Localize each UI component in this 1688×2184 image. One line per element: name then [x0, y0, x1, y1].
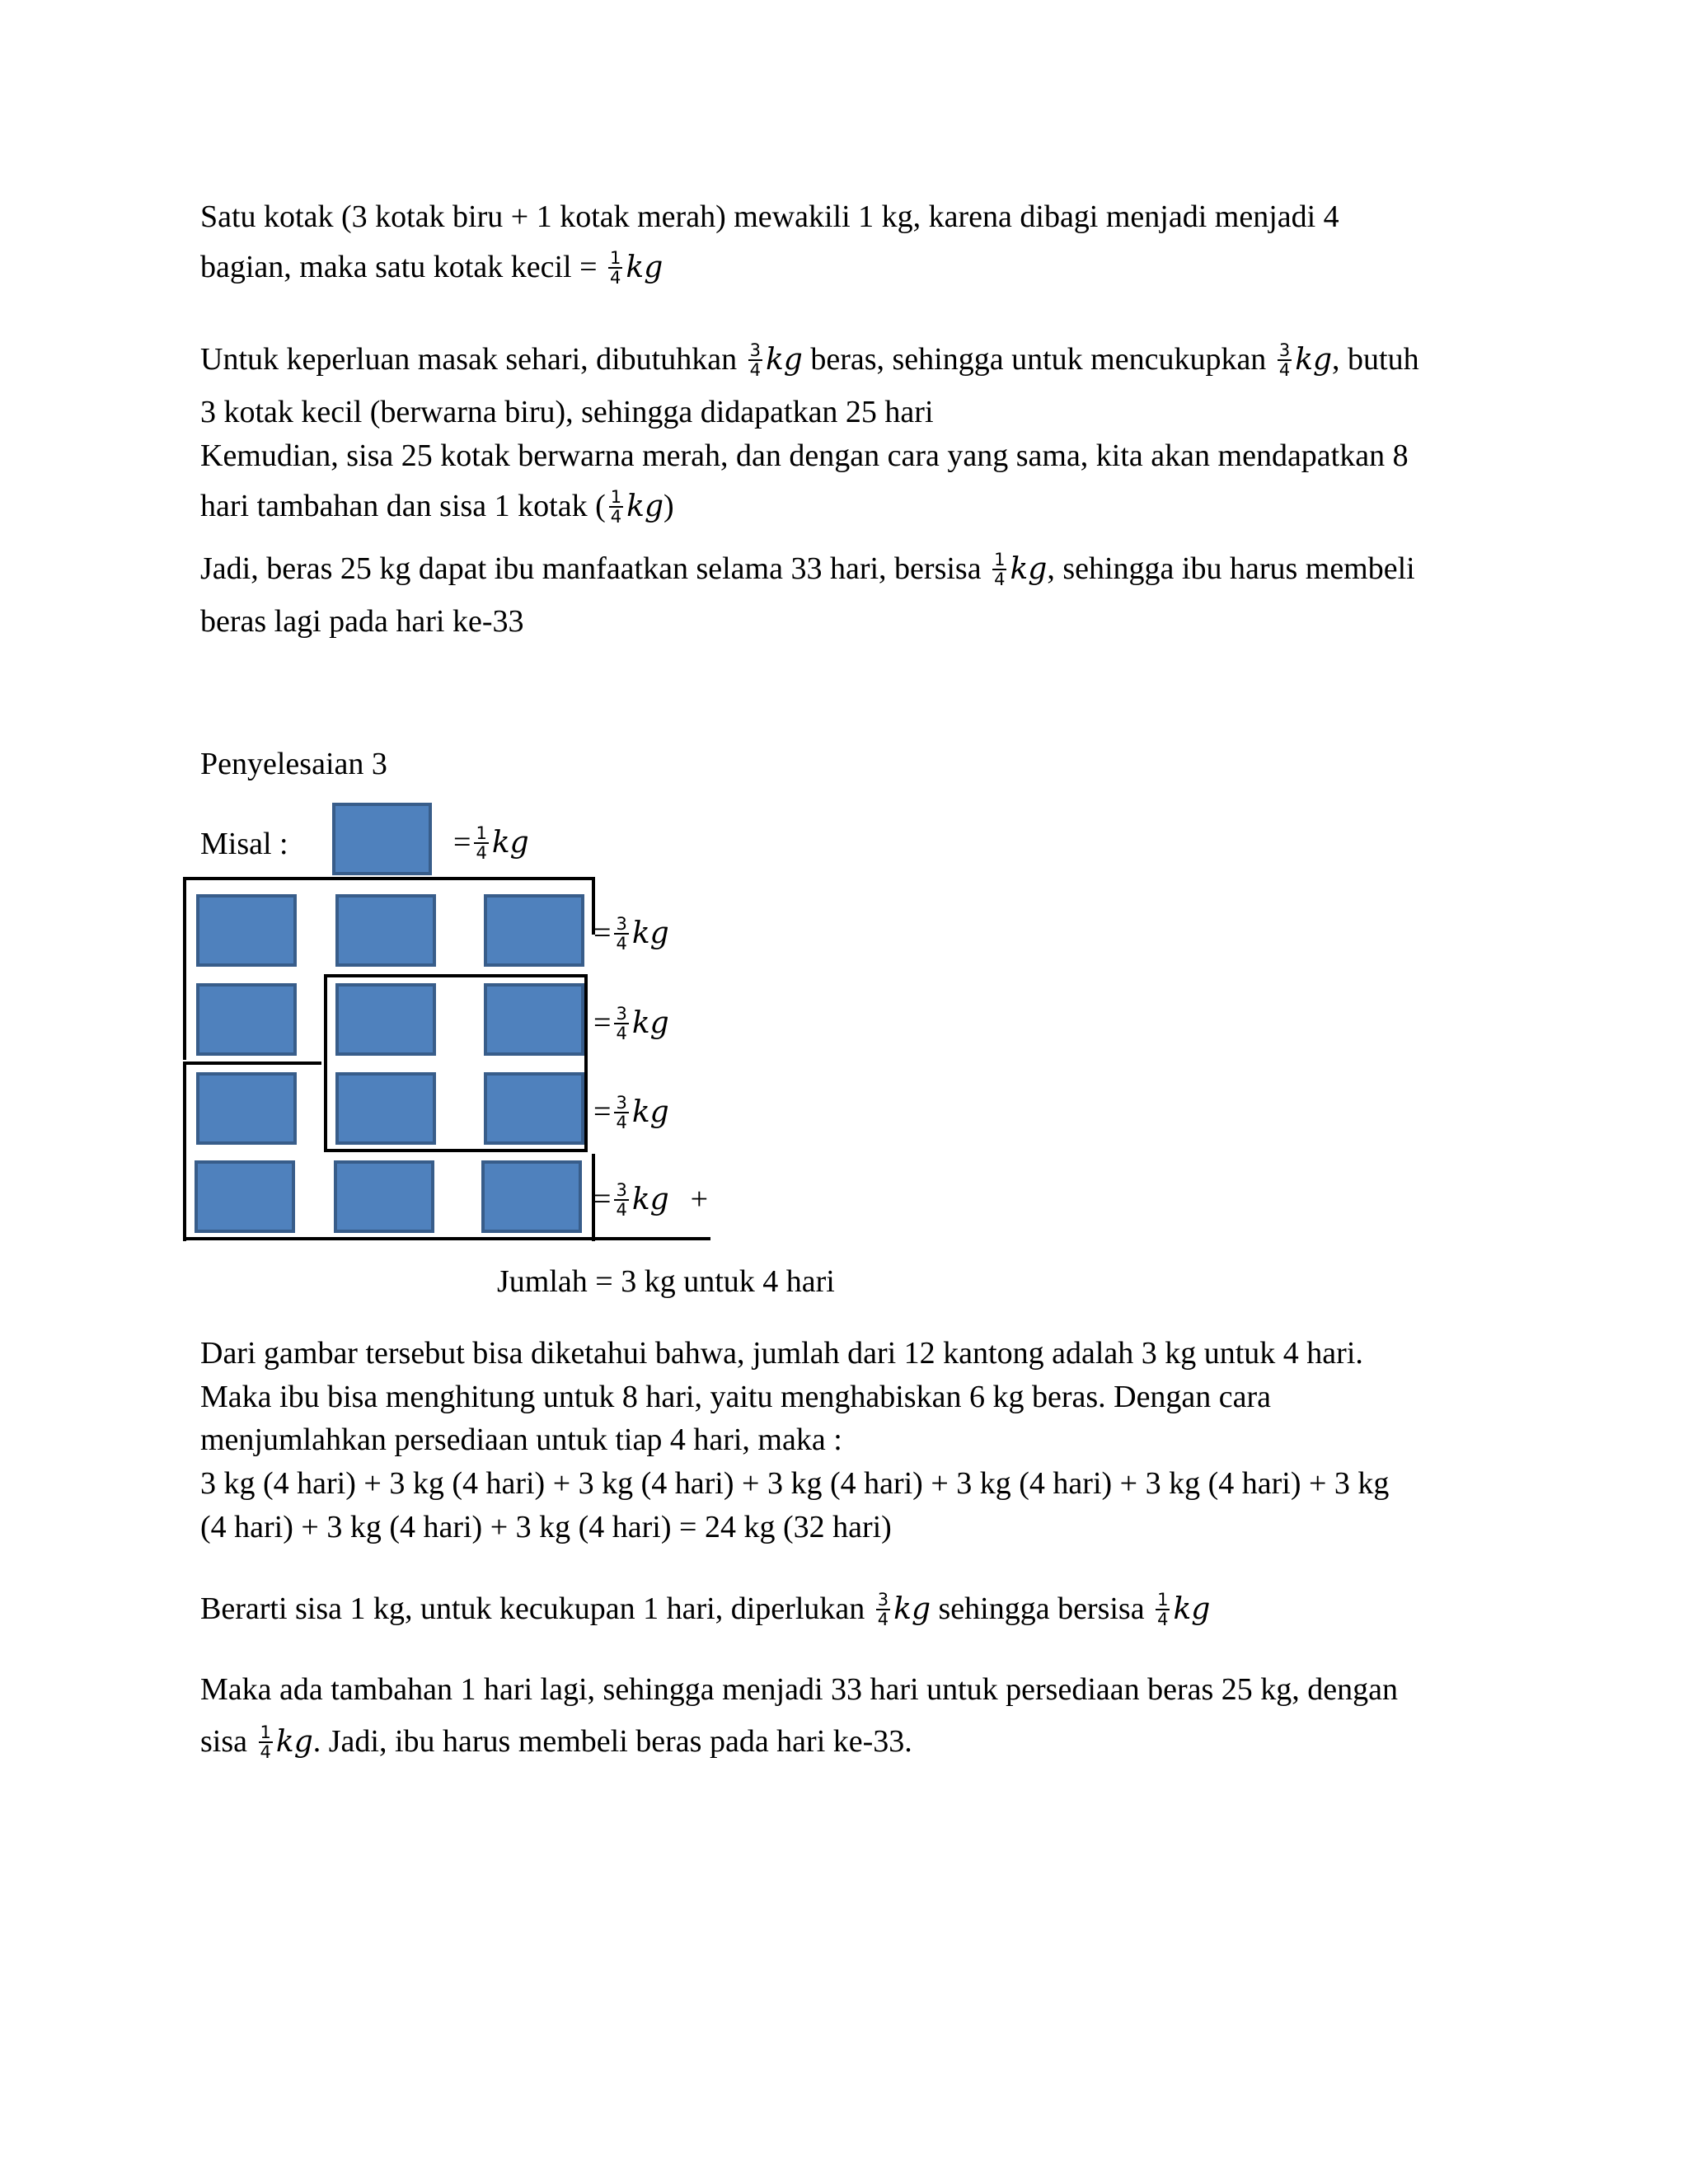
fraction-three-quarters: $\frac{3}{4}$: [616, 1093, 627, 1133]
box-r4-c1: [195, 1160, 295, 1233]
bracket-top-line: [183, 877, 595, 880]
box-r3-c2: [335, 1072, 436, 1145]
misal-equation: = $\frac{1}{4}$ kg: [453, 823, 529, 864]
fraction-one-quarter: $\frac{1}{4}$: [610, 487, 622, 527]
p5-line5: (4 hari) + 3 kg (4 hari) + 3 kg (4 hari) = 24 kg (32 hari): [200, 1510, 892, 1544]
p7-line1: Maka ada tambahan 1 hari lagi, sehingga menjadi 33 hari untuk persediaan beras 25 kg, dengan: [200, 1672, 1399, 1707]
box-r2-c1: [196, 983, 297, 1056]
fraction-one-quarter: $\frac{1}{4}$: [1157, 1590, 1169, 1630]
fraction-three-quarters: $\frac{3}{4}$: [616, 1180, 627, 1221]
bracket-inner-left: [324, 974, 327, 1152]
bracket-inner-top: [324, 974, 588, 977]
diagram-total: Jumlah = 3 kg untuk 4 hari: [497, 1264, 835, 1299]
fraction-three-quarters: $\frac{3}{4}$: [877, 1590, 889, 1630]
unit-kg: kg: [1010, 552, 1048, 586]
box-r4-c2: [334, 1160, 434, 1233]
unit-kg: kg: [1173, 1592, 1211, 1626]
legend-box: [332, 803, 432, 875]
row-equation: = $\frac{3}{4}$ kg: [593, 914, 669, 954]
bracket-inner-right: [584, 974, 588, 1152]
p1-line2: [200, 247, 663, 288]
bracket-bottom-line: [183, 1237, 595, 1240]
p1-line1: Satu kotak (3 kotak biru + 1 kotak merah) mewakili 1 kg, karena dibagi menjadi menjadi 4: [200, 199, 1339, 234]
fraction-one-quarter: $\frac{1}{4}$: [610, 248, 621, 288]
bracket-left-divider: [183, 1062, 321, 1065]
bracket-left-lower: [183, 1063, 186, 1241]
row-equation: = $\frac{3}{4}$ kg: [593, 1004, 669, 1044]
unit-kg: kg: [626, 490, 663, 523]
unit-kg: kg: [1295, 343, 1333, 377]
box-r2-c2: [335, 983, 436, 1056]
p5-line4: 3 kg (4 hari) + 3 kg (4 hari) + 3 kg (4 hari) + 3 kg (4 hari) + 3 kg (4 hari) + 3 kg (4 hari) + 3 kg: [200, 1466, 1390, 1501]
box-r1-c1: [196, 894, 297, 967]
p5-line3: menjumlahkan persediaan untuk tiap 4 hari, maka :: [200, 1422, 842, 1457]
unit-kg: kg: [626, 251, 663, 284]
unit-kg: kg: [631, 1095, 669, 1129]
fraction-one-quarter: $\frac{1}{4}$: [994, 550, 1006, 590]
fraction-three-quarters: $\frac{3}{4}$: [749, 340, 761, 381]
fraction-one-quarter: $\frac{1}{4}$: [260, 1722, 271, 1763]
unit-kg: kg: [631, 1183, 669, 1216]
unit-kg: kg: [275, 1725, 313, 1759]
p4-line1: Jadi, beras 25 kg dapat ibu manfaatkan selama 33 hari, bersisa $\frac{1}{4}$ kg, sehingga ibu harus membeli: [200, 550, 1415, 590]
fraction-three-quarters: $\frac{3}{4}$: [616, 914, 627, 954]
box-r1-c3: [484, 894, 584, 967]
sum-underline: [595, 1237, 710, 1240]
box-r3-c1: [196, 1072, 297, 1145]
p3-line2: hari tambahan dan sisa 1 kotak ( $\frac{1}{4}$ kg): [200, 487, 674, 527]
bracket-left-upper: [183, 877, 186, 1060]
bracket-inner-bottom: [324, 1149, 588, 1152]
box-r2-c3: [484, 983, 584, 1056]
p4-line2: beras lagi pada hari ke-33: [200, 604, 524, 639]
box-r1-c2: [335, 894, 436, 967]
p5-line2: Maka ibu bisa menghitung untuk 8 hari, yaitu menghabiskan 6 kg beras. Dengan cara: [200, 1380, 1272, 1414]
unit-kg: kg: [631, 1006, 669, 1040]
p2-line1: Untuk keperluan masak sehari, dibutuhkan $\frac{3}{4}$ kg beras, sehingga untuk mencukupkan $\frac{3}{4}$ kg, butuh: [200, 340, 1419, 381]
p3-line1: Kemudian, sisa 25 kotak berwarna merah, dan dengan cara yang sama, kita akan mendapatkan 8: [200, 438, 1409, 473]
unit-kg: kg: [765, 343, 803, 377]
p2-line2: 3 kotak kecil (berwarna biru), sehingga didapatkan 25 hari: [200, 395, 934, 429]
row-equation: = $\frac{3}{4}$ kg: [593, 1093, 669, 1133]
p5-line1: Dari gambar tersebut bisa diketahui bahwa, jumlah dari 12 kantong adalah 3 kg untuk 4 hari.: [200, 1336, 1363, 1371]
box-r4-c3: [481, 1160, 582, 1233]
fraction-three-quarters: $\frac{3}{4}$: [616, 1004, 627, 1044]
p7-line2: sisa $\frac{1}{4}$ kg. Jadi, ibu harus membeli beras pada hari ke-33.: [200, 1722, 912, 1763]
unit-kg: kg: [631, 916, 669, 950]
row-equation: = $\frac{3}{4}$ kg +: [593, 1180, 709, 1221]
fraction-one-quarter: $\frac{1}{4}$: [476, 823, 487, 864]
box-r3-c3: [484, 1072, 584, 1145]
section-title: Penyelesaian 3: [200, 747, 387, 781]
unit-kg: kg: [491, 826, 529, 860]
plus-sign: +: [690, 1182, 709, 1216]
p6-line1: Berarti sisa 1 kg, untuk kecukupan 1 hari, diperlukan $\frac{3}{4}$ kg sehingga bersisa $\frac{1}{4}$ kg: [200, 1590, 1211, 1630]
unit-kg: kg: [893, 1592, 931, 1626]
misal-label: Misal :: [200, 827, 288, 861]
p1-line2-text: bagian, maka satu kotak kecil =: [200, 250, 605, 284]
fraction-three-quarters: $\frac{3}{4}$: [1278, 340, 1291, 381]
